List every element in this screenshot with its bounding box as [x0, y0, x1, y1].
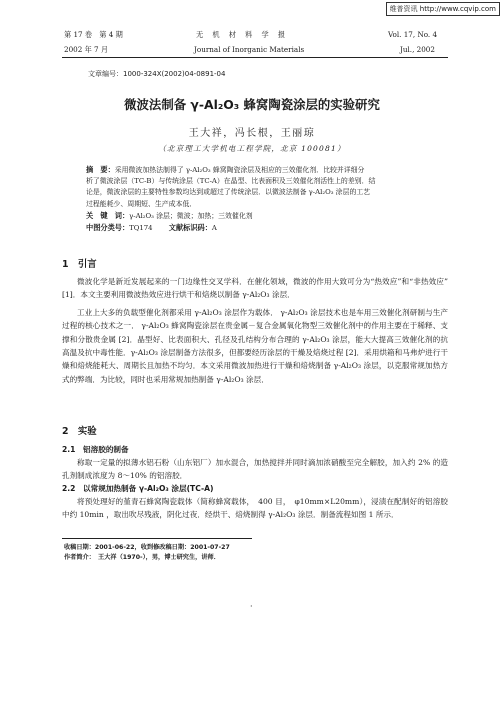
- header-volume-en: Vol. 17, No. 4: [388, 30, 438, 39]
- watermark: 维普资讯 http://www.cqvip.com: [386, 2, 500, 16]
- header-volume-cn: 第 17 卷 第 4 期: [64, 30, 123, 39]
- footnote-rule: [62, 538, 252, 539]
- abstract-line: 采用微波加热法制得了 γ-Al₂O₃ 蜂窝陶瓷涂层及相应的三效催化剂．比较并详细分: [114, 166, 365, 174]
- subsection-2-1-body: [62, 456, 448, 483]
- abstract-line: 析了微波涂层（TC-B）与传统涂层（TC-A）在晶型、比表面积及三效催化剂活性上的差别．结: [86, 177, 376, 186]
- clc-label: 中图分类号：: [86, 223, 130, 233]
- doc-code: A: [211, 224, 217, 233]
- authors: 王大祥，冯长根，王丽琼: [188, 128, 316, 139]
- author-intro: 作者简介： 王大祥（1970-），男，博士研究生，讲师．: [64, 554, 220, 561]
- header-date-en: Jul., 2002: [400, 45, 435, 54]
- affiliation: （北京理工大学机电工程学院，北京 100081）: [158, 144, 346, 153]
- clc-number: TQ174: [129, 224, 153, 233]
- abstract-label: 摘 要：: [86, 165, 115, 174]
- received-date: 收稿日期：2001-06-22，收到修改稿日期：2001-07-27: [64, 544, 230, 551]
- header-rule: [62, 57, 448, 58]
- subsection-2-2-body: [62, 495, 448, 522]
- subsection-2-2-heading: 2.2 以常规加热制备 γ-Al₂O₃ 涂层(TC-A): [62, 484, 214, 493]
- abstract-line: 论是，微波涂层的主要特性参数均达到或超过了传统涂层．以微波法制备 γ-Al₂O₃ 涂层的工艺: [86, 188, 371, 197]
- keywords: γ-Al₂O₃ 涂层；微波；加热；三效催化剂: [129, 211, 253, 220]
- keywords-label: 关 键 词：: [86, 210, 130, 220]
- paragraph: 微波化学是新近发展起来的一门边缘性交叉学科．在催化领域，微波的作用大致可分为“热效应”和“非热效应” [1]．本文主要利用微波热效应进行烘干和焙烧以制备 γ-Al₂O₃ 涂层．: [62, 277, 448, 300]
- doc-code-label: 文献标识码：: [168, 223, 212, 233]
- article-number: 文章编号：1000-324X(2002)04-0891-04: [88, 70, 226, 78]
- paper-title: 微波法制备 γ-Al₂O₃ 蜂窝陶瓷涂层的实验研究: [124, 97, 380, 112]
- subsection-2-1-heading: 2.1 铝溶胶的制备: [62, 445, 129, 454]
- header-journal-cn: 无 机 材 料 学 报: [196, 30, 287, 39]
- section-1-heading: 1 引言: [62, 259, 97, 270]
- section-2-heading: 2 实验: [62, 426, 97, 437]
- paragraph: 称取一定量的拟薄水铝石粉（山东铝厂）加水混合，加热搅拌并同时滴加浓硝酸至完全解胶，加入约 2% 的造孔剂制成浓度为 8～10% 的铝溶胶．: [62, 458, 448, 481]
- paragraph: 将预处理好的堇青石蜂窝陶瓷载体（简称蜂窝载体， 400 目， φ10mm×L20mm），浸渍在配制好的铝溶胶中约 10min ，取出吹尽残液，阴化过夜．经烘干、焙烧制得 γ-Al₂O₃ 涂层．制备流程如图 1 所示．: [62, 497, 448, 520]
- section-1-body: [62, 275, 448, 386]
- header-journal-en: Journal of Inorganic Materials: [194, 45, 305, 54]
- page-mark: ·: [250, 602, 253, 611]
- paragraph: 工业上大多的负载型催化剂都采用 γ-Al₂O₃ 涂层作为载体． γ-Al₂O₃ 涂层技术也是车用三效催化剂研制与生产过程的核心技术之一． γ-Al₂O₃ 蜂窝陶瓷涂层在贵金属－复合金属氧化物型三效催化剂中的作用主要在于稀释、支撑和分散贵金属 [2]．晶型好、比表面积大、孔径及孔结构分布合理的 γ-Al₂O₃ 涂层，能大大提高三效催化剂的抗高温及抗中毒性能．γ-Al₂O₃ 涂层制备方法很多，但都要经历涂层的干燥及焙烧过程 [2]．采用烘箱和马弗炉进行干燥和焙烧能耗大、周期长且加热不均匀．本文采用微波加热进行干燥和焙烧制备 γ-Al₂O₃ 涂层，以克服常规加热方式的弊端．为比较，同时也采用常规加热制备 γ-Al₂O₃ 涂层．: [62, 307, 448, 384]
- header-date-cn: 2002 年 7 月: [64, 45, 109, 54]
- abstract-line: 过程能耗少、周期短、生产成本低．: [86, 199, 197, 208]
- abstract: [86, 164, 432, 234]
